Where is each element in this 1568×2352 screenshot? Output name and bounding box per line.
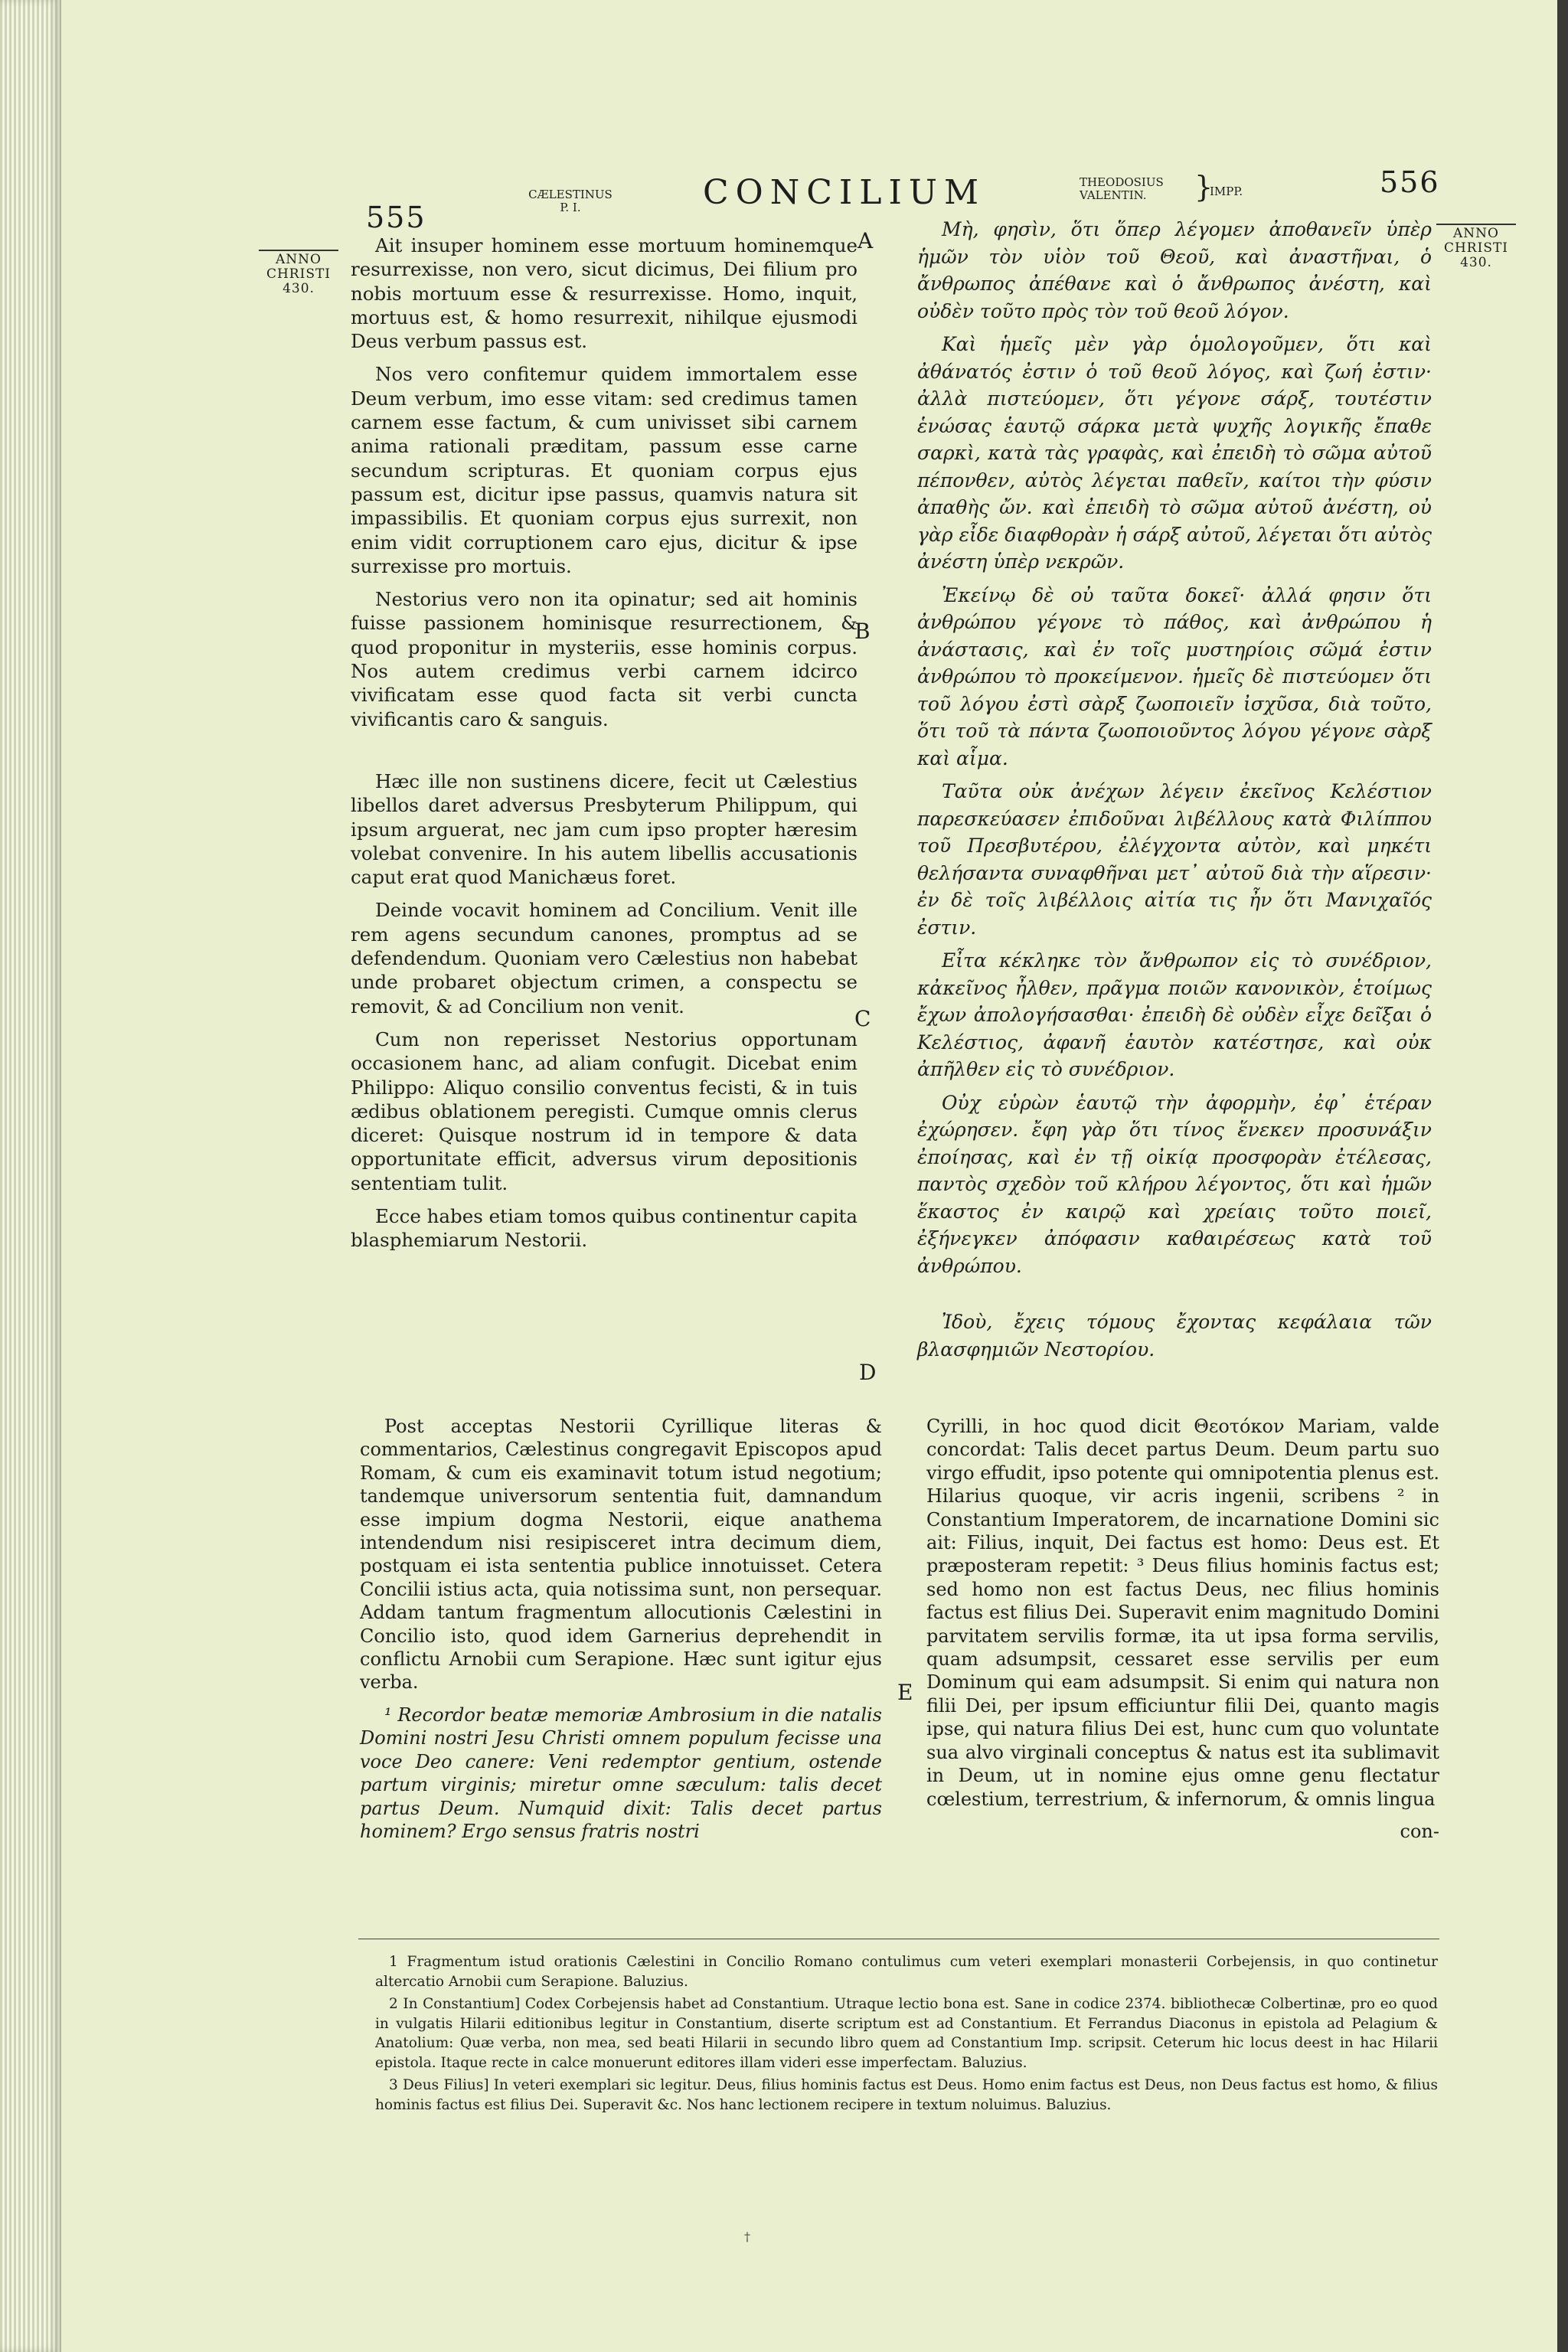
greek-paragraph: Μὴ, φησὶν, ὅτι ὅπερ λέγομεν ἀποθανεῖν ὑπὲρ ἡμῶν τὸν υἱὸν τοῦ Θεοῦ, καὶ ἀναστῆναι, ὁ ἄνθρωπος ἀπέθανε καὶ ὁ ἄνθρωπος ἀνέστη, καὶ οὐδὲν τοῦτο πρὸς τὸν τοῦ θεοῦ λόγον. xyxy=(917,218,1432,322)
latin-column xyxy=(351,234,858,1262)
commentary-quote: ¹ Recordor beatæ memoriæ Ambrosium in die natalis Domini nostri Jesu Christi omnem populum fecisse una voce Deo canere: Veni redemptor gentium, ostende partum virginis; miretur omne sæculum: talis decet partus Deum. Numquid dixit: Talis decet partus hominem? Ergo sensus fratris nostri xyxy=(360,1704,882,1842)
section-marker-b: B xyxy=(854,619,871,644)
latin-paragraph: Ecce habes etiam tomos quibus continentur capita blasphemiarum Nestorii. xyxy=(351,1204,858,1252)
greek-paragraph: Ἐκείνῳ δὲ οὐ ταῦτα δοκεῖ· ἀλλά φησιν ὅτι ἀνθρώπου γέγονε τὸ πάθος, καὶ ἀνθρώπου ἡ ἀνάστασις, καὶ ἐν τοῖς μυστηρίοις σῶμά ἐστιν ἀνθρώπου τὸ προκείμενον. ἡμεῖς δὲ πιστεύομεν ὅτι τοῦ λόγου ἐστὶ σὰρξ ζωοποιεῖν ἰσχῦσα, διὰ τοῦτο, ὅτι τοῦ τὰ πάντα ζωοποιοῦντος λόγου γέγονε σὰρξ καὶ αἷμα. xyxy=(917,583,1432,769)
running-head-brace: } xyxy=(1194,170,1214,204)
greek-paragraph: Οὐχ εὑρὼν ἑαυτῷ τὴν ἀφορμὴν, ἐφ᾽ ἑτέραν ἐχώρησεν. ἔφη γὰρ ὅτι τίνος ἕνεκεν προσυνάξιν ἐποίησας, καὶ ἐν τῇ οἰκίᾳ προσφορὰν ἐτέλεσας, παντὸς σχεδὸν τοῦ κλήρου λέγοντος, ὅτι καὶ ἡμῶν ἕκαστος ἐν καιρῷ καὶ χρείαις τοῦτο ποιεῖ, ἐξήνεγκεν ἀπόφασιν καθαιρέσεως κατὰ τοῦ ἀνθρώπου. xyxy=(917,1091,1432,1277)
latin-paragraph: Nos vero confitemur quidem immortalem esse Deum verbum, imo esse vitam: sed credimus tamen carnem esse factum, & cum univisset sibi carnem anima rationali præditam, passum esse carne secundum scripturas. Et quoniam corpus ejus passum est, dicitur ipse passus, quamvis natura sit impassibilis. Et quoniam corpus ejus surrexit, non enim vidit corruptionem caro ejus, dicitur & ipse surrexisse pro mortuis. xyxy=(351,363,858,577)
footnote: 1 Fragmentum istud orationis Cælestini in Concilio Romano contulimus cum veteri exemplari monasterii Corbejensis, in quo continetur altercatio Arnobii cum Serapione. Baluzius. xyxy=(375,1954,1438,1990)
latin-paragraph: Ait insuper hominem esse mortuum hominemque resurrexisse, non vero, sicut dicimus, Dei filium pro nobis mortuum esse & resurrexisse. Homo, inquit, mortuus est, & homo resurrexit, nihilque ejusmodi Deus verbum passus est. xyxy=(351,234,858,353)
commentary-paragraph: Post acceptas Nestorii Cyrillique literas & commentarios, Cælestinus congregavit Episcopos apud Romam, & cum eis examinavit totum istud negotium; tandemque universorum sententia fuit, damnandum esse impium dogma Nestorii, eique anathema intendendum nisi resipisceret intra decimum diem, postquam ei ista sententia publice innotuisset. Cetera Concilii istius acta, quia notissima sunt, non persequar. Addam tantum fragmentum allocutionis Cælestini in Concilio isto, quod idem Garnerius deprehendit in conflictu Arnobii cum Serapione. Hæc sunt igitur ejus verba. xyxy=(360,1416,882,1694)
page-edge-shadow xyxy=(1557,0,1568,2352)
footnote: 3 Deus Filius] In veteri exemplari sic legitur. Deus, filius hominis factus est Deus. Homo enim factus est Deus, non Deus factus est homo, & filius hominis factus est filius Dei. Superavit &c. Nos hanc lectionem recipere in textum noluimus. Baluzius. xyxy=(375,2077,1438,2113)
commentary-left-column xyxy=(360,1415,882,1852)
greek-paragraph: Ἰδοὺ, ἔχεις τόμους ἔχοντας κεφάλαια τῶν βλασφημιῶν Νεστορίου. xyxy=(917,1311,1432,1361)
running-head-celestinus: CÆLESTINUS P. I. xyxy=(528,188,612,214)
margin-year-right: ANNO CHRISTI 430. xyxy=(1436,224,1516,270)
latin-paragraph: Hæc ille non sustinens dicere, fecit ut Cælestius libellos daret adversus Presbyterum Philippum, qui ipsum arguerat, nec jam cum ipso propter hæresim volebat convenire. In his autem libellis accusationis caput erat quod Manichæus foret. xyxy=(351,769,858,889)
commentary-paragraph: Cyrilli, in hoc quod dicit Θεοτόκον Mariam, valde concordat: Talis decet partus Deum. Deum partu suo virgo effudit, ipso potente qui omnipotentia plenus est. Hilarius quoque, vir acris ingenii, scribens ² in Constantium Imperatorem, de incarnatione Domini sic ait: Filius, inquit, Dei factus est homo: Deus est. Et præposteram repetit: ³ Deus filius hominis factus est; sed homo non est factus Deus, nec filius hominis factus est filius Dei. Superavit enim magnitudo Domini parvitatem servilis formæ, ita ut ipsa forma servilis, quam adsumpsit, cessaret esse servilis per eum Dominum qui eam adsumpsit. Si enim qui natura non filii Dei, per ipsum efficiuntur filii Dei, quanto magis ipse, qui natura filius Dei est, hunc cum quo voluntate sua alvo virginali conceptus & natus est ita sublimavit in Deum, ut in nomine ejus omne genu flectatur cœlestium, terrestrium, & infernorum, & omnis lingua xyxy=(926,1416,1439,1810)
section-marker-e: E xyxy=(897,1680,913,1705)
margin-year-left: ANNO CHRISTI 430. xyxy=(259,250,338,296)
greek-paragraph: Ταῦτα οὐκ ἀνέχων λέγειν ἐκεῖνος Κελέστιον παρεσκεύασεν ἐπιδοῦναι λιβέλλους κατὰ Φιλίππου τοῦ Πρεσβυτέρου, ἐλέγχοντα αὐτὸν, καὶ μηκέτι θελήσαντα συναφθῆναι μετ᾽ αὐτοῦ διὰ τὴν αἵρεσιν· ἐν δὲ τοῖς λιβέλλοις αἰτία τις ἦν ὅτι Μανιχαῖός ἐστιν. xyxy=(917,780,1432,939)
greek-paragraph: Καὶ ἡμεῖς μὲν γὰρ ὁμολογοῦμεν, ὅτι καὶ ἀθάνατός ἐστιν ὁ τοῦ θεοῦ λόγος, καὶ ζωή ἐστιν· ἀλλὰ πιστεύομεν, ὅτι γέγονε σάρξ, τουτέστιν ἑνώσας ἑαυτῷ σάρκα μετὰ ψυχῆς λογικῆς ἔπαθε σαρκὶ, κατὰ τὰς γραφὰς, καὶ ἐπειδὴ τὸ σῶμα αὐτοῦ πέπονθεν, αὐτὸς λέγεται παθεῖν, καίτοι τὴν φύσιν ἀπαθὴς ὤν. καὶ ἐπειδὴ τὸ σῶμα αὐτοῦ ἀνέστη, οὐ γὰρ εἶδε διαφθορὰν ἡ σάρξ αὐτοῦ, λέγεται ὅτι αὐτὸς ἀνέστη ὑπὲρ νεκρῶν. xyxy=(917,333,1432,573)
section-marker-a: A xyxy=(858,228,874,253)
catchword: con- xyxy=(1400,1820,1439,1842)
running-head-theodosius: THEODOSIUS VALENTIN. xyxy=(1080,175,1164,202)
latin-paragraph: Nestorius vero non ita opinatur; sed ait hominis fuisse passionem hominisque resurrectionem, & quod proponitur in mysteriis, esse hominis corpus. Nos autem credimus verbi carnem idcirco vivificatam esse quod facta sit verbi cuncta vivificantis caro & sanguis. xyxy=(351,588,858,730)
greek-column xyxy=(917,216,1432,1369)
running-head-impp: IMPP. xyxy=(1210,185,1243,198)
footnote: 2 In Constantium] Codex Corbejensis habet ad Constantium. Utraque lectio bona est. Sane in codice 2374. bibliothecæ Colbertinæ, pro eo quod in vulgatis Hilarii editionibus legitur in Constantium, diserte scriptum est ad Constantium. Et Ferrandus Diaconus in epistola ad Pelagium & Anatolium: Quæ verba, non mea, sed beati Hilarii in secundo libro quem ad Constantium Imp. scripsit. Ceterum hic locus deest in hac Hilarii epistola. Itaque recte in calce monuerunt editores illam videri esse imperfectam. Baluzius. xyxy=(375,1996,1438,2071)
section-marker-d: D xyxy=(859,1360,877,1385)
printer-mark-icon: † xyxy=(744,2230,750,2244)
latin-paragraph: Cum non reperisset Nestorius opportunam occasionem hanc, ad aliam confugit. Dicebat enim Philippo: Aliquo consilio conventus fecisti, & in tuis ædibus oblationem peregisti. Cumque omnis clerus diceret: Quisque nostrum id in tempore & data opportunitate efficit, adversus virum depositionis sententiam tulit. xyxy=(351,1027,858,1194)
commentary-right-column xyxy=(926,1415,1439,1852)
page-number-left: 555 xyxy=(366,201,426,234)
page-title: CONCILIUM xyxy=(703,173,986,212)
footnotes xyxy=(375,1952,1438,2118)
greek-paragraph: Εἶτα κέκληκε τὸν ἄνθρωπον εἰς τὸ συνέδριον, κἀκεῖνος ἦλθεν, πρᾶγμα ποιῶν κανονικὸν, ἑτοίμως ἔχων ἀπολογήσασθαι· ἐπειδὴ δὲ οὐδὲν εἶχε δεῖξαι ὁ Κελέστιος, ἀφανῆ ἑαυτὸν κατέστησε, καὶ οὐκ ἀπῆλθεν εἰς τὸ συνέδριον. xyxy=(917,949,1432,1080)
section-marker-c: C xyxy=(854,1006,871,1031)
page-number-right: 556 xyxy=(1380,165,1440,199)
book-edge xyxy=(0,0,61,2352)
latin-paragraph: Deinde vocavit hominem ad Concilium. Venit ille rem agens secundum canones, promptus ad se defendendum. Quoniam vero Cælestius non habebat unde probaret objectum crimen, a conspectu se removit, & ad Concilium non venit. xyxy=(351,899,858,1018)
